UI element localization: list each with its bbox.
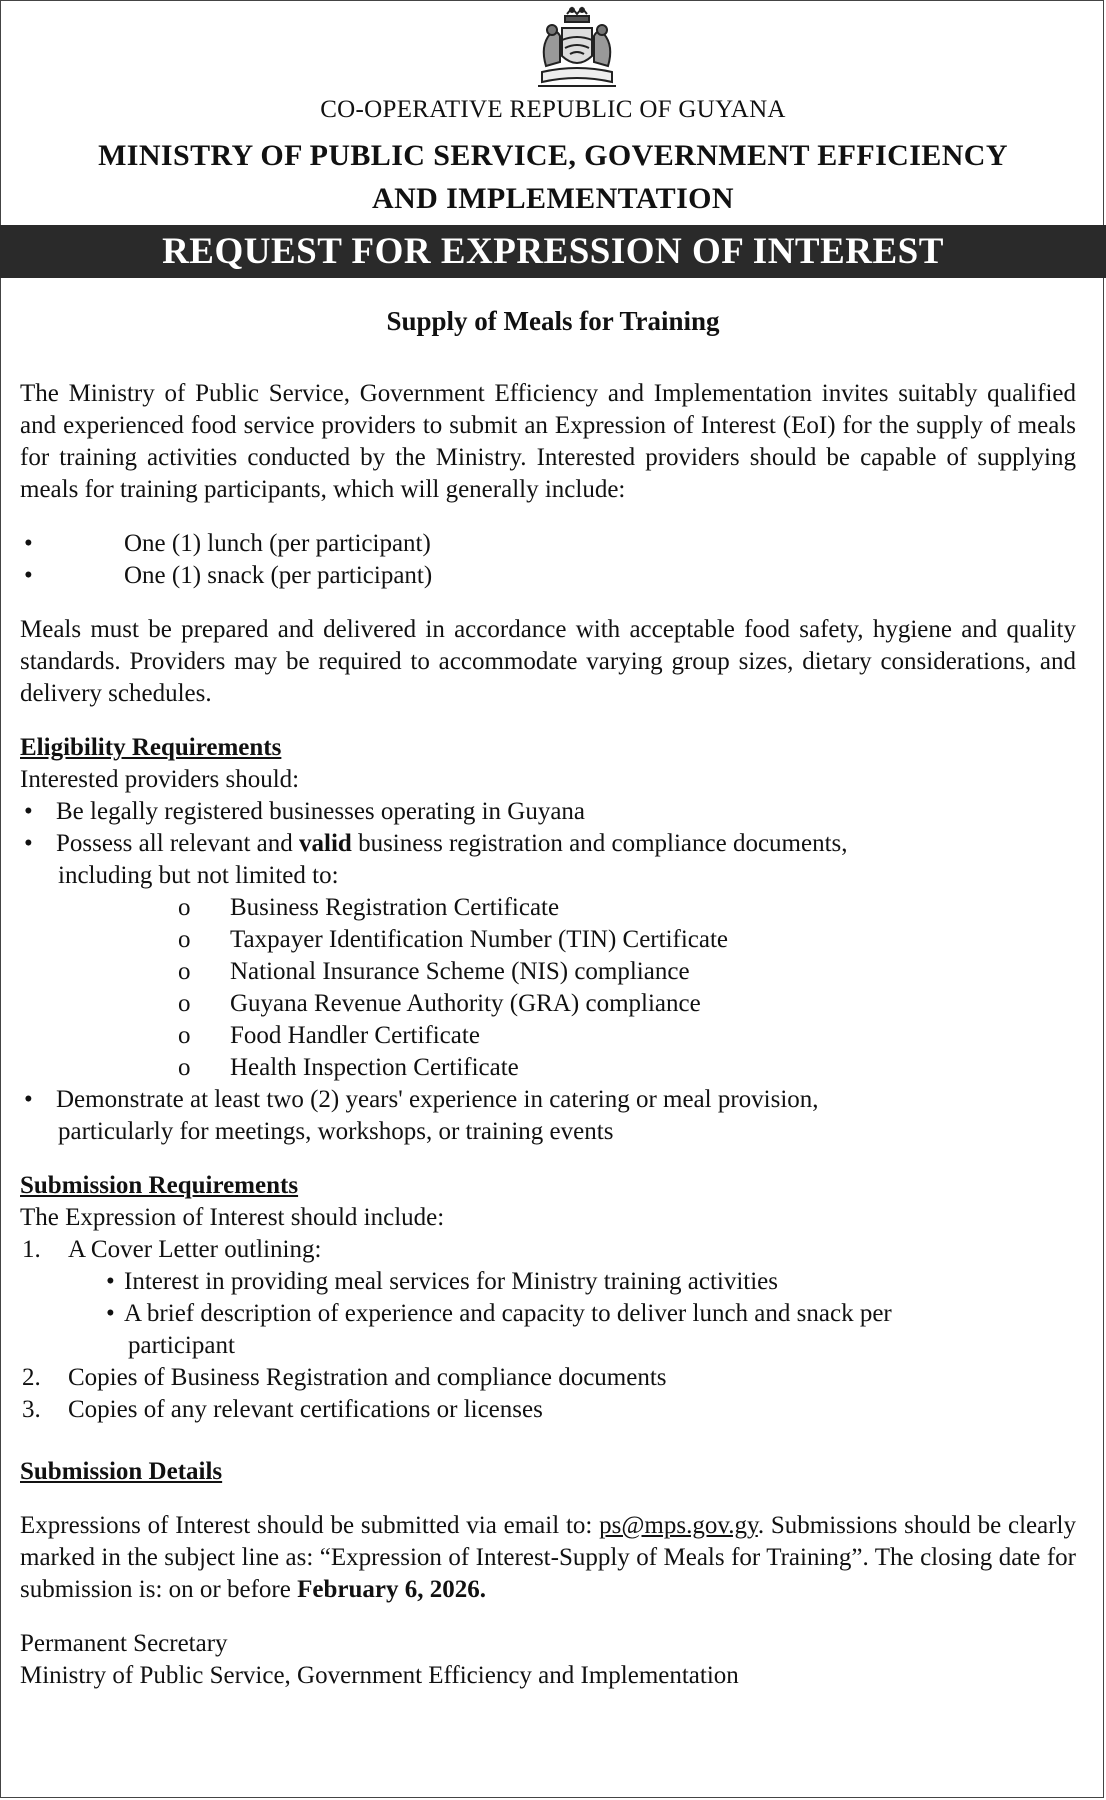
- meal-item-text: One (1) lunch (per participant): [124, 530, 431, 557]
- ministry-name: [20, 134, 1086, 220]
- circle-bullet-icon: o: [178, 958, 191, 985]
- eligibility-lead: Interested providers should:: [20, 766, 300, 793]
- meal-item: [20, 560, 1076, 592]
- item-number: 1.: [22, 1236, 41, 1263]
- eligibility-item-text: Be legally registered businesses operating in Guyana: [56, 798, 586, 825]
- document-item: [20, 988, 1076, 1020]
- bullet-icon: •: [24, 1086, 33, 1113]
- document-item-text: Guyana Revenue Authority (GRA) compliance: [230, 990, 701, 1017]
- bullet-icon: •: [24, 798, 33, 825]
- standards-paragraph: Meals must be prepared and delivered in accordance with acceptable food safety, hygiene and quality standards. Providers may be required to accommodate varying group sizes, dietary considerations, and delivery schedules.: [20, 616, 1076, 707]
- document-item-text: Food Handler Certificate: [230, 1022, 480, 1049]
- bullet-icon: •: [24, 562, 33, 589]
- numbered-item-text: Copies of Business Registration and compliance documents: [68, 1364, 667, 1391]
- coat-of-arms-icon: [532, 6, 622, 92]
- bullet-icon: •: [24, 530, 33, 557]
- document-item-text: Taxpayer Identification Number (TIN) Certificate: [230, 926, 729, 953]
- numbered-item: [20, 1394, 1076, 1426]
- circle-bullet-icon: o: [178, 1054, 191, 1081]
- submission-details-heading: Submission Details: [20, 1458, 223, 1485]
- eligibility-item-continuation: including but not limited to:: [58, 862, 339, 889]
- circle-bullet-icon: o: [178, 990, 191, 1017]
- numbered-item-text: A Cover Letter outlining:: [68, 1236, 322, 1263]
- numbered-item: [20, 1362, 1076, 1394]
- item-number: 2.: [22, 1364, 41, 1391]
- eligibility-item: [20, 796, 1076, 828]
- email-link[interactable]: ps@mps.gov.gy: [599, 1512, 758, 1539]
- circle-bullet-icon: o: [178, 926, 191, 953]
- intro-paragraph: The Ministry of Public Service, Government Efficiency and Implementation invites suitably qualified and experienced food service providers to submit an Expression of Interest (EoI) for the supply of meals for training activities conducted by the Ministry. Interested providers should be capable of supplying meals for training participants, which will generally include:: [20, 380, 1076, 503]
- eligibility-item-text: Demonstrate at least two (2) years' experience in catering or meal provision,: [56, 1086, 819, 1113]
- item-number: 3.: [22, 1396, 41, 1423]
- eligibility-item-continuation: particularly for meetings, workshops, or training events: [58, 1118, 614, 1145]
- cover-letter-point-text: Interest in providing meal services for Ministry training activities: [124, 1268, 779, 1295]
- signatory-title: Permanent Secretary: [20, 1630, 228, 1657]
- submission-requirements-lead: The Expression of Interest should include:: [20, 1204, 445, 1231]
- document-item-text: Business Registration Certificate: [230, 894, 560, 921]
- ministry-name-line2: AND IMPLEMENTATION: [372, 182, 734, 215]
- bullet-icon: •: [106, 1300, 115, 1327]
- document-item: [20, 1052, 1076, 1084]
- meal-item-text: One (1) snack (per participant): [124, 562, 433, 589]
- document-item-text: Health Inspection Certificate: [230, 1054, 519, 1081]
- eligibility-item: [20, 828, 1076, 860]
- valid-emphasis: valid: [299, 830, 352, 857]
- document-item: [20, 956, 1076, 988]
- submission-details-paragraph: Expressions of Interest should be submitted via email to: ps@mps.gov.gy. Submissions should be clearly marked in the subject line as: “Expression of Interest-Supply of Meals for Training”. The closing date for submission is: on or before February 6, 2026.: [20, 1512, 1076, 1603]
- bullet-icon: •: [106, 1268, 115, 1295]
- circle-bullet-icon: o: [178, 1022, 191, 1049]
- numbered-item: [20, 1234, 1076, 1266]
- cover-letter-point: [20, 1266, 1076, 1298]
- eligibility-item: [20, 1084, 1076, 1116]
- country-name: CO-OPERATIVE REPUBLIC OF GUYANA: [320, 96, 786, 123]
- circle-bullet-icon: o: [178, 894, 191, 921]
- submission-requirements-heading: Submission Requirements: [20, 1172, 299, 1199]
- document-item-text: National Insurance Scheme (NIS) compliance: [230, 958, 690, 985]
- meal-item: [20, 528, 1076, 560]
- notice-body: [20, 378, 1076, 1692]
- cover-letter-point: [20, 1298, 1076, 1330]
- notice-subject: Supply of Meals for Training: [386, 306, 720, 336]
- numbered-item-text: Copies of any relevant certifications or licenses: [68, 1396, 543, 1423]
- ministry-name-line1: MINISTRY OF PUBLIC SERVICE, GOVERNMENT EFFICIENCY: [98, 139, 1008, 172]
- notice-title-banner: REQUEST FOR EXPRESSION OF INTEREST: [0, 225, 1106, 278]
- cover-letter-point-continuation: participant: [128, 1332, 235, 1359]
- signatory-organization: Ministry of Public Service, Government Efficiency and Implementation: [20, 1662, 739, 1689]
- closing-date: February 6, 2026.: [297, 1576, 486, 1603]
- eligibility-item-text: Possess all relevant and valid business registration and compliance documents,: [56, 830, 848, 857]
- document-item: [20, 892, 1076, 924]
- eligibility-heading: Eligibility Requirements: [20, 734, 282, 761]
- document-item: [20, 1020, 1076, 1052]
- cover-letter-point-text: A brief description of experience and capacity to deliver lunch and snack per: [124, 1300, 892, 1327]
- bullet-icon: •: [24, 830, 33, 857]
- document-item: [20, 924, 1076, 956]
